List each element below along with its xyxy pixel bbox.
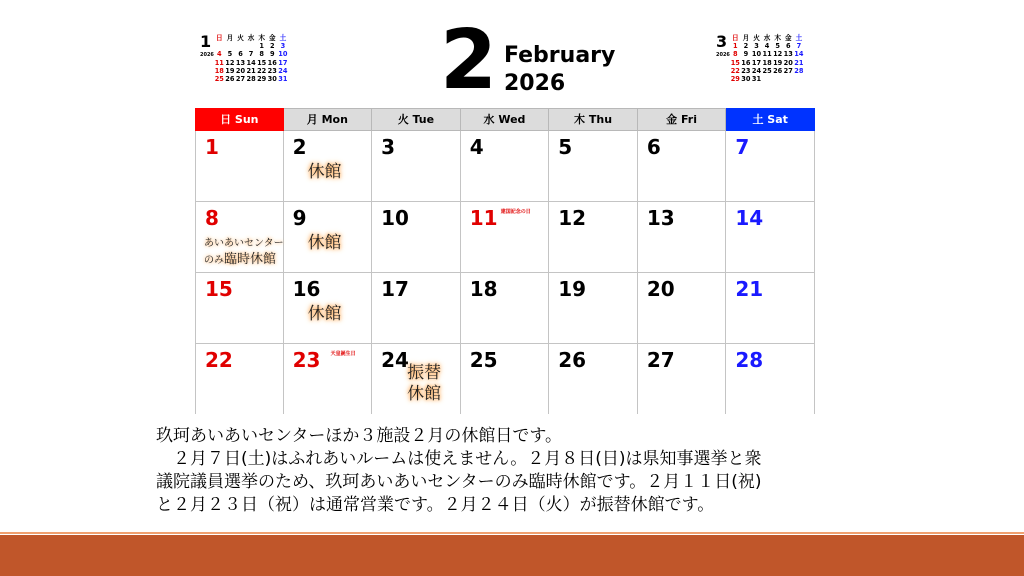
mini-calendar-cell: 9 bbox=[269, 50, 275, 59]
day-cell bbox=[195, 273, 284, 344]
day-cell bbox=[461, 131, 550, 202]
mini-calendar-cell: 金 bbox=[268, 34, 276, 42]
mini-calendar-row bbox=[214, 67, 288, 75]
holiday-label: 建国記念の日 bbox=[500, 209, 531, 215]
day-number: 20 bbox=[646, 277, 675, 301]
calendar-week bbox=[195, 344, 815, 414]
next-month-year: 2026 bbox=[716, 52, 730, 58]
calendar-week bbox=[195, 202, 815, 273]
mini-calendar-cell: 22 bbox=[730, 66, 740, 75]
day-cell bbox=[284, 344, 373, 414]
mini-calendar-cell: 4 bbox=[217, 50, 222, 59]
mini-calendar-cell: 29 bbox=[257, 74, 267, 83]
mini-calendar-cell: 25 bbox=[214, 74, 224, 83]
mini-calendar-cell: 30 bbox=[741, 74, 751, 83]
day-cell bbox=[726, 131, 815, 202]
day-number: 16 bbox=[292, 277, 321, 301]
mini-calendar-cell: 8 bbox=[259, 50, 264, 59]
mini-calendar-cell: 17 bbox=[278, 58, 288, 67]
month-number: 2 bbox=[440, 13, 498, 108]
mini-calendar-cell: 水 bbox=[247, 34, 255, 42]
mini-calendar-cell: 15 bbox=[257, 58, 267, 67]
day-cell bbox=[461, 273, 550, 344]
mini-calendar-cell: 25 bbox=[762, 66, 772, 75]
mini-calendar-row bbox=[214, 59, 288, 67]
day-cell bbox=[638, 131, 727, 202]
day-cell bbox=[284, 273, 373, 344]
prev-month-year: 2026 bbox=[200, 52, 214, 58]
day-cell bbox=[638, 273, 727, 344]
day-cell bbox=[549, 344, 638, 414]
weekday-header-sun: 日 Sun bbox=[195, 108, 284, 131]
mini-calendar-cell bbox=[783, 75, 794, 83]
mini-calendar-cell: 水 bbox=[763, 34, 771, 42]
mini-calendar-cell: 24 bbox=[751, 66, 762, 75]
mini-calendar-cell: 木 bbox=[774, 34, 781, 42]
month-name: February bbox=[504, 43, 616, 68]
footer-divider bbox=[0, 532, 1024, 534]
mini-calendar-cell: 20 bbox=[235, 66, 246, 75]
mini-calendar-cell: 26 bbox=[773, 66, 783, 75]
mini-calendar-cell: 日 bbox=[216, 34, 223, 42]
mini-calendar-cell: 14 bbox=[246, 58, 256, 67]
mini-calendar-row bbox=[730, 42, 804, 50]
weekday-header-mon: 月 Mon bbox=[284, 108, 373, 131]
mini-calendar-row bbox=[214, 50, 288, 58]
mini-calendar-cell: 23 bbox=[741, 66, 751, 75]
mini-calendar-cell: 木 bbox=[258, 34, 265, 42]
day-cell bbox=[195, 344, 284, 414]
mini-calendar-cell bbox=[235, 42, 246, 50]
mini-calendar-cell: 火 bbox=[237, 34, 244, 42]
prev-month-number: 1 bbox=[200, 32, 212, 51]
mini-calendar-cell: 24 bbox=[278, 66, 288, 75]
mini-calendar-cell: 20 bbox=[783, 58, 793, 67]
mini-calendar-cell: 日 bbox=[732, 34, 739, 42]
day-number: 9 bbox=[292, 206, 307, 230]
day-cell bbox=[195, 131, 284, 202]
day-cell bbox=[549, 202, 638, 273]
mini-calendar-cell bbox=[246, 42, 257, 50]
note-line-2 bbox=[204, 252, 284, 269]
next-month-number: 3 bbox=[716, 32, 728, 51]
day-number: 15 bbox=[205, 277, 233, 301]
mini-calendar-row bbox=[730, 67, 804, 75]
mini-calendar-cell: 5 bbox=[227, 50, 233, 59]
mini-calendar-cell: 31 bbox=[751, 74, 762, 83]
calendar-week bbox=[195, 131, 815, 202]
weekday-header-wed: 水 Wed bbox=[461, 108, 550, 131]
mini-calendar-cell: 28 bbox=[794, 66, 804, 75]
day-number: 17 bbox=[381, 277, 409, 301]
main-calendar bbox=[195, 108, 815, 414]
mini-calendar-cell: 12 bbox=[225, 58, 235, 67]
mini-calendar-cell: 土 bbox=[795, 34, 803, 42]
day-cell bbox=[726, 344, 815, 414]
notice-line-3: 議院議員選挙のため、玖珂あいあいセンターのみ臨時休館です。２月１１日(祝) bbox=[156, 472, 762, 492]
mini-calendar-cell: 21 bbox=[246, 66, 256, 75]
day-cell bbox=[638, 344, 727, 414]
weekday-header-row bbox=[195, 108, 815, 131]
closed-tag: 休館 bbox=[307, 162, 342, 182]
mini-calendar-cell: 3 bbox=[280, 42, 286, 51]
mini-calendar-cell: 2 bbox=[743, 42, 749, 51]
day-cell bbox=[284, 131, 373, 202]
mini-calendar-cell: 7 bbox=[796, 42, 802, 51]
year: 2026 bbox=[504, 71, 566, 96]
day-number: 24 bbox=[381, 348, 409, 372]
mini-calendar-cell: 3 bbox=[754, 42, 759, 51]
weekday-header-sat: 土 Sat bbox=[726, 108, 815, 131]
notice-line-2: ２月７日(土)はふれあいルームは使えません。２月８日(日)は県知事選挙と衆 bbox=[156, 449, 762, 469]
note-line-2-big: 臨時休館 bbox=[224, 252, 277, 267]
mini-calendar-cell: 31 bbox=[278, 74, 288, 83]
substitute-closed-tag-line2: 休館 bbox=[407, 384, 442, 404]
weekday-header-fri: 金 Fri bbox=[638, 108, 727, 131]
mini-calendar-cell: 月 bbox=[742, 34, 750, 42]
day-cell bbox=[372, 344, 461, 414]
mini-calendar-cell: 10 bbox=[278, 50, 288, 59]
day-number: 3 bbox=[381, 135, 396, 159]
mini-calendar-cell: 13 bbox=[783, 50, 793, 59]
mini-calendar-cell: 27 bbox=[783, 66, 793, 75]
day-number: 28 bbox=[735, 348, 764, 372]
day-number: 23 bbox=[292, 348, 321, 372]
day-cell bbox=[372, 131, 461, 202]
mini-calendar-cell: 15 bbox=[730, 58, 740, 67]
day-cell bbox=[372, 202, 461, 273]
footer-bar bbox=[0, 535, 1024, 576]
day-cell bbox=[638, 202, 727, 273]
day-number: 21 bbox=[735, 277, 764, 301]
mini-calendar-cell: 30 bbox=[267, 74, 277, 83]
day-number: 13 bbox=[646, 206, 675, 230]
closure-notice bbox=[156, 425, 876, 517]
day-number: 14 bbox=[735, 206, 764, 230]
day-number: 7 bbox=[735, 135, 750, 159]
mini-calendar-cell: 11 bbox=[762, 50, 772, 59]
day-cell bbox=[726, 202, 815, 273]
mini-calendar-cell: 6 bbox=[238, 50, 243, 59]
mini-calendar-cell: 10 bbox=[751, 50, 762, 59]
day-number: 4 bbox=[469, 135, 484, 159]
mini-calendar-cell: 27 bbox=[235, 74, 246, 83]
closed-tag: 休館 bbox=[307, 304, 342, 324]
day-number: 25 bbox=[469, 348, 498, 372]
notice-line-1: 玖珂あいあいセンターほか３施設２月の休館日です。 bbox=[156, 426, 562, 446]
day-cell bbox=[284, 202, 373, 273]
mini-calendar-cell: 16 bbox=[267, 58, 277, 67]
day-number: 2 bbox=[292, 135, 307, 159]
weekday-header-tue: 火 Tue bbox=[372, 108, 461, 131]
mini-calendar-cell bbox=[214, 42, 225, 50]
day-number: 6 bbox=[646, 135, 661, 159]
notice-line-4: と２月２３日（祝）は通常営業です。２月２４日（火）が振替休館です。 bbox=[156, 495, 715, 515]
day-cell bbox=[726, 273, 815, 344]
mini-calendar-cell: 8 bbox=[733, 50, 738, 59]
mini-calendar-cell: 2 bbox=[269, 42, 275, 51]
day-number: 19 bbox=[558, 277, 587, 301]
mini-calendar-cell: 11 bbox=[214, 58, 224, 67]
closed-tag: 休館 bbox=[307, 233, 342, 253]
mini-calendar-cell: 1 bbox=[733, 42, 738, 51]
mini-calendar-cell: 14 bbox=[794, 50, 804, 59]
mini-calendar-cell: 28 bbox=[246, 74, 256, 83]
prev-month-grid bbox=[214, 34, 288, 83]
mini-calendar-cell: 土 bbox=[279, 34, 287, 42]
day-cell bbox=[195, 202, 284, 273]
calendar-week bbox=[195, 273, 815, 344]
day-cell bbox=[372, 273, 461, 344]
mini-calendar-cell: 5 bbox=[775, 42, 780, 51]
day-number: 12 bbox=[558, 206, 587, 230]
mini-calendar-cell: 19 bbox=[773, 58, 783, 67]
mini-calendar-cell: 23 bbox=[267, 66, 277, 75]
mini-calendar-row bbox=[730, 59, 804, 67]
mini-calendar-row bbox=[214, 75, 288, 83]
mini-calendar-cell: 1 bbox=[259, 42, 264, 51]
mini-calendar-cell: 金 bbox=[784, 34, 792, 42]
day-number: 1 bbox=[205, 135, 219, 159]
mini-calendar-row bbox=[214, 34, 288, 42]
day-number: 8 bbox=[205, 206, 219, 230]
day-cell bbox=[461, 202, 550, 273]
day-cell bbox=[461, 344, 550, 414]
mini-calendar-cell bbox=[772, 75, 783, 83]
temporary-closure-note bbox=[204, 236, 284, 269]
mini-calendar-cell: 17 bbox=[751, 58, 762, 67]
mini-calendar-row bbox=[214, 42, 288, 50]
note-line-2-small: のみ bbox=[204, 255, 224, 266]
mini-calendar-cell: 18 bbox=[762, 58, 772, 67]
mini-calendar-cell: 13 bbox=[235, 58, 246, 67]
mini-calendar-cell: 19 bbox=[225, 66, 235, 75]
mini-calendar-cell: 21 bbox=[794, 58, 804, 67]
mini-calendar-cell bbox=[794, 75, 805, 83]
day-number: 18 bbox=[469, 277, 498, 301]
day-number: 22 bbox=[205, 348, 233, 372]
mini-calendar-cell: 12 bbox=[773, 50, 783, 59]
mini-calendar-cell: 火 bbox=[753, 34, 760, 42]
mini-calendar-cell: 22 bbox=[257, 66, 267, 75]
day-cell bbox=[549, 273, 638, 344]
next-month-grid bbox=[730, 34, 804, 83]
note-line-1: あいあいセンター bbox=[204, 238, 284, 249]
weekday-header-thu: 木 Thu bbox=[549, 108, 638, 131]
day-number: 5 bbox=[558, 135, 573, 159]
mini-calendar-cell bbox=[225, 42, 236, 50]
mini-calendar-cell: 7 bbox=[248, 50, 254, 59]
mini-calendar-cell: 9 bbox=[743, 50, 749, 59]
day-number: 26 bbox=[558, 348, 587, 372]
substitute-closed-tag-line1: 振替 bbox=[407, 363, 442, 383]
mini-calendar-cell: 4 bbox=[764, 42, 770, 51]
mini-calendar-cell: 29 bbox=[730, 74, 740, 83]
mini-calendar-row bbox=[730, 34, 804, 42]
mini-calendar-row bbox=[730, 75, 804, 83]
mini-calendar-cell: 18 bbox=[214, 66, 224, 75]
day-cell bbox=[549, 131, 638, 202]
mini-calendar-cell: 月 bbox=[226, 34, 234, 42]
holiday-label: 天皇誕生日 bbox=[330, 351, 356, 357]
day-number: 10 bbox=[381, 206, 409, 230]
mini-calendar-cell bbox=[762, 75, 773, 83]
day-number: 11 bbox=[469, 206, 498, 230]
mini-calendar-cell: 26 bbox=[225, 74, 235, 83]
mini-calendar-cell: 16 bbox=[741, 58, 751, 67]
mini-calendar-cell: 6 bbox=[785, 42, 791, 51]
day-number: 27 bbox=[646, 348, 675, 372]
mini-calendar-row bbox=[730, 50, 804, 58]
